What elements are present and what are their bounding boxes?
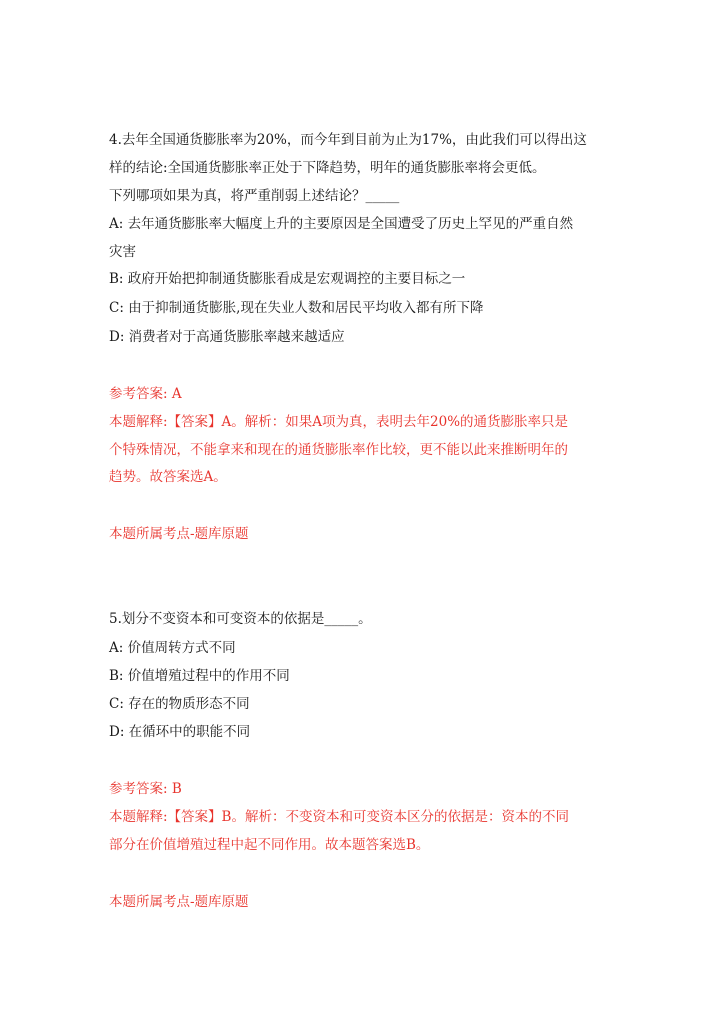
explanation-line: 本题解释:【答案】B。解析：不变资本和可变资本区分的依据是：资本的不同 xyxy=(109,809,569,825)
question-stem-line: 5.划分不变资本和可变资本的依据是_____。 xyxy=(109,611,372,627)
option-c: C: 存在的物质形态不同 xyxy=(109,696,250,712)
question-stem-line: 4.去年全国通货膨胀率为20%，而今年到目前为止为17%，由此我们可以得出这 xyxy=(109,132,587,148)
explanation-line: 本题解释:【答案】A。解析：如果A项为真，表明去年20%的通货膨胀率只是 xyxy=(109,414,569,430)
option-d: D: 在循环中的职能不同 xyxy=(109,724,251,740)
reference-answer: 参考答案: A xyxy=(109,386,182,402)
explanation-line: 个特殊情况，不能拿来和现在的通货膨胀率作比较，更不能以此来推断明年的 xyxy=(109,442,568,458)
option-a: A: 价值周转方式不同 xyxy=(109,640,236,656)
reference-answer: 参考答案: B xyxy=(109,781,182,797)
option-d: D: 消费者对于高通货膨胀率越来越适应 xyxy=(109,329,345,345)
question-category: 本题所属考点-题库原题 xyxy=(109,894,249,910)
question-stem-line: 下列哪项如果为真，将严重削弱上述结论？_____ xyxy=(109,188,400,204)
option-b: B: 价值增殖过程中的作用不同 xyxy=(109,668,290,684)
explanation-line: 部分在价值增殖过程中起不同作用。故本题答案选B。 xyxy=(109,837,430,853)
option-a-continued: 灾害 xyxy=(109,244,136,260)
explanation-line: 趋势。故答案选A。 xyxy=(109,469,227,485)
question-stem-line: 样的结论:全国通货膨胀率正处于下降趋势，明年的通货膨胀率将会更低。 xyxy=(109,160,546,176)
option-a: A: 去年通货膨胀率大幅度上升的主要原因是全国遭受了历史上罕见的严重自然 xyxy=(109,216,574,232)
question-category: 本题所属考点-题库原题 xyxy=(109,526,249,542)
option-b: B: 政府开始把抑制通货膨胀看成是宏观调控的主要目标之一 xyxy=(109,271,466,287)
option-c: C: 由于抑制通货膨胀,现在失业人数和居民平均收入都有所下降 xyxy=(109,300,484,316)
